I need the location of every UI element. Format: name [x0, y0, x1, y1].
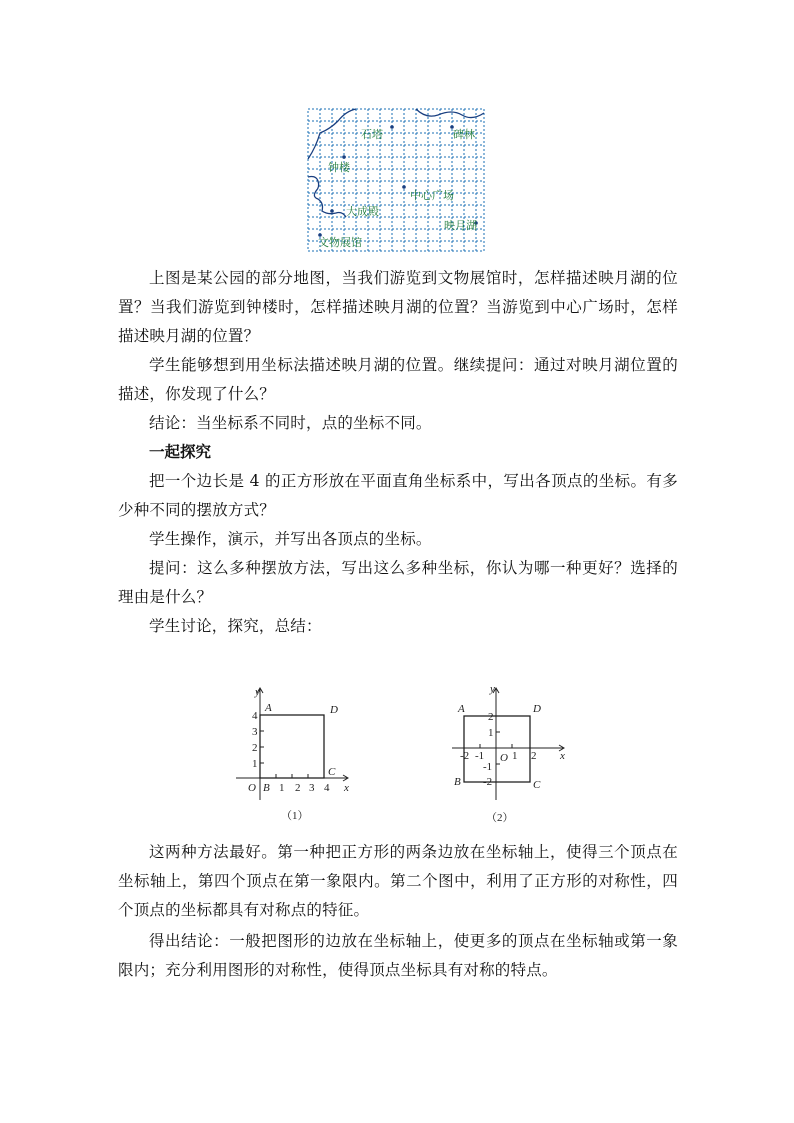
figure-1-caption: （1） [281, 810, 309, 822]
figure-1-y-tick: 2 [252, 742, 258, 754]
figure-2-y-tick: 1 [488, 727, 494, 739]
map-label-yingyuehu: 映月湖 [444, 220, 477, 232]
paragraph-map-question: 上图是某公园的部分地图，当我们游览到文物展馆时，怎样描述映月湖的位置？当我们游览到钟楼时，怎样描述映月湖的位置？当游览到中心广场时，怎样描述映月湖的位置？ [118, 269, 678, 345]
figure-2-vertex-c: C [533, 779, 541, 791]
figure-2-y-tick: -2 [483, 776, 493, 788]
figure-2-x-tick: -2 [460, 750, 470, 762]
map-label-beilin: 碑林 [453, 129, 475, 141]
figure-1-origin: O [248, 782, 256, 794]
figure-1-svg [226, 680, 366, 830]
paragraph-square-task: 把一个边长是 4 的正方形放在平面直角坐标系中，写出各顶点的坐标。有多少种不同的摆放方式？ [118, 472, 678, 519]
paragraph-discussion: 学生讨论，探究，总结： [149, 617, 322, 635]
figure-2-square [464, 716, 530, 782]
paragraph-question: 提问：这么多种摆放方法，写出这么多种坐标，你认为哪一种更好？选择的理由是什么？ [118, 559, 678, 606]
figure-1 [226, 680, 366, 834]
figure-1-x-label: x [344, 782, 349, 794]
figure-2-y-tick: 2 [488, 711, 494, 723]
figure-2-x-tick: -1 [475, 750, 485, 762]
figure-2-vertex-a: A [458, 703, 465, 715]
paragraph-student-operation: 学生操作，演示，并写出各顶点的坐标。 [149, 530, 432, 548]
figure-2-x-tick: 1 [512, 750, 518, 762]
figure-1-x-tick: 4 [324, 782, 330, 794]
figure-1-y-label: y [255, 686, 260, 698]
figure-1-vertex-c: C [328, 766, 336, 778]
figure-2-axes [452, 688, 564, 800]
figure-2-y-tick: -1 [483, 761, 493, 773]
map-label-wenwu: 文物展馆 [318, 237, 362, 249]
figure-1-square [260, 715, 324, 778]
paragraph-best-methods: 这两种方法最好。第一种把正方形的两条边放在坐标轴上，使得三个顶点在坐标轴上，第四个顶点在第一象限内。第二个图中，利用了正方形的对称性，四个顶点的坐标都具有对称点的特征。 [118, 843, 678, 919]
figure-1-x-tick: 3 [309, 782, 315, 794]
figure-2-y-label: y [490, 683, 495, 695]
text-block-lower [118, 838, 678, 985]
map-label-zhongxin: 中心广场 [410, 190, 454, 202]
paragraph-conclusion: 结论：当坐标系不同时，点的坐标不同。 [149, 414, 432, 432]
map-label-dachengdian: 大成殿 [346, 206, 379, 218]
figure-2-caption: （2） [486, 812, 514, 824]
figure-2-svg [446, 680, 576, 830]
park-map [306, 107, 488, 255]
figure-2 [446, 680, 576, 834]
figure-1-vertex-d: D [330, 704, 338, 716]
paragraph-final-conclusion: 得出结论：一般把图形的边放在坐标轴上，使更多的顶点在坐标轴或第一象限内；充分利用图形的对称性，使得顶点坐标具有对称的特点。 [118, 932, 678, 979]
figure-2-origin: O [500, 752, 508, 764]
figure-1-y-tick: 1 [252, 758, 258, 770]
figure-1-y-tick: 3 [252, 726, 258, 738]
paragraph-coordinate-method: 学生能够想到用坐标法描述映月湖的位置。继续提问：通过对映月湖位置的描述，你发现了什么？ [118, 356, 678, 403]
text-block-upper [118, 264, 678, 641]
figure-2-vertex-d: D [533, 703, 541, 715]
section-heading: 一起探究 [149, 443, 212, 461]
park-map-svg [306, 107, 488, 255]
figure-2-vertex-b: B [454, 776, 461, 788]
map-label-zhonglou: 钟楼 [328, 162, 350, 174]
figure-1-vertex-b: B [263, 782, 270, 794]
figure-2-x-tick: 2 [531, 750, 537, 762]
figure-2-x-label: x [560, 750, 565, 762]
figure-1-vertex-a: A [265, 702, 272, 714]
figure-1-y-tick: 4 [252, 710, 258, 722]
figure-1-x-tick: 2 [295, 782, 301, 794]
figure-1-x-tick: 1 [279, 782, 285, 794]
map-label-shita: 石塔 [361, 129, 383, 141]
